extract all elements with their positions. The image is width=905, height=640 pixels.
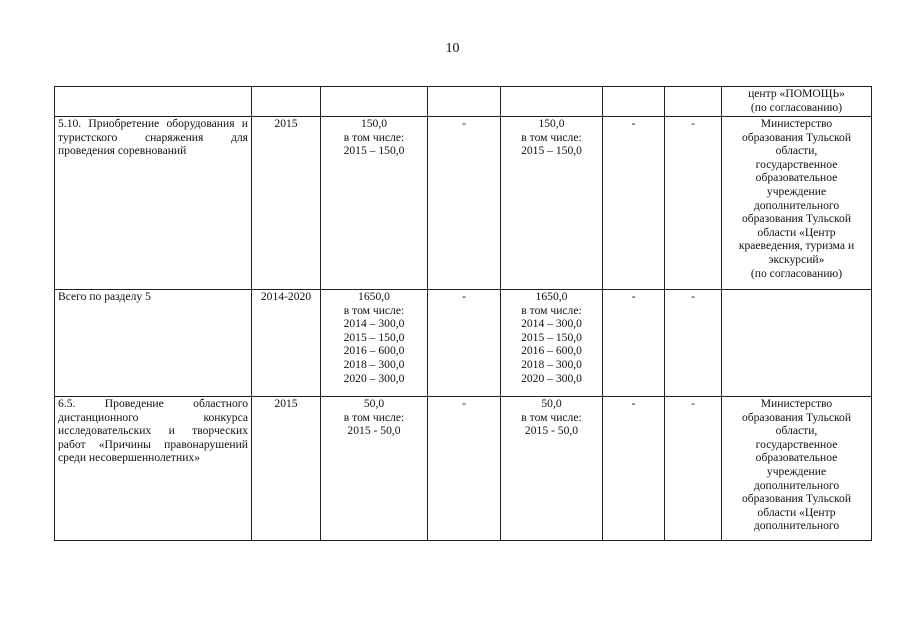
measure-name-cell [55,87,252,117]
executor-line: образования Тульской [741,130,852,144]
total-funding-line: 150,0 [360,117,388,130]
regional-funding-cell [501,290,603,397]
table-row [55,290,872,397]
executor-line: экскурсий» [768,252,825,266]
regional-funding-line: 2014 – 300,0 [521,317,582,331]
executor-line: образовательное [755,171,838,185]
regional-funding-line: 2016 – 600,0 [521,344,582,358]
federal-budget-cell [428,87,501,117]
executor-line: (по согласованию) [750,266,843,280]
regional-funding-cell [501,87,603,117]
total-funding-line: 2014 – 300,0 [343,317,405,331]
regional-funding-line: 2015 - 50,0 [524,424,579,438]
executor-cell [722,117,872,290]
regional-funding-line: в том числе: [521,130,582,144]
local-budget-cell: - [603,397,665,541]
total-funding-line: 2016 – 600,0 [343,344,405,358]
total-funding-line: 2020 – 300,0 [343,371,405,385]
total-funding-line: в том числе: [343,303,405,317]
executor-line: учреждение [766,184,827,198]
measure-name: 5.10. Приобретение оборудования и туристского снаряжения для проведения соревнований [58,117,248,158]
executor-line: дополнительного [753,478,840,492]
executor-line: области, [775,144,818,158]
executor-line: образовательное [755,451,838,465]
total-funding-cell [321,87,428,117]
federal-budget-cell: - [428,290,501,397]
extra-budget-cell [665,87,722,117]
executor-line: образования Тульской [741,410,852,424]
period-cell: 2015 [252,117,321,290]
executor-line: центр «ПОМОЩЬ» [748,87,845,100]
executor-line: учреждение [766,464,827,478]
table-row [55,87,872,117]
executor-cell [722,290,872,397]
regional-funding-line: в том числе: [521,410,582,424]
local-budget-cell [603,87,665,117]
regional-funding-line: 150,0 [538,117,565,130]
extra-budget-cell: - [665,290,722,397]
total-funding-line: 2015 – 150,0 [343,144,405,158]
executor-line: Министерство [760,397,833,410]
federal-budget-cell: - [428,397,501,541]
regional-funding-line: 2015 – 150,0 [521,144,582,158]
regional-funding-line: 1650,0 [535,290,568,303]
executor-line: области «Центр [757,225,836,239]
executor-cell [722,397,872,541]
total-funding-line: 50,0 [363,397,385,410]
period-cell [252,87,321,117]
executor-line: образования Тульской [741,212,852,226]
program-table [54,86,872,541]
total-funding-line: 1650,0 [358,290,390,303]
regional-funding-cell [501,397,603,541]
measure-name: Всего по разделу 5 [58,290,151,303]
extra-budget-cell: - [665,117,722,290]
executor-cell [722,87,872,117]
executor-line: Министерство [760,117,833,130]
total-funding-line: 2015 – 150,0 [343,330,405,344]
executor-line: дополнительного [753,519,840,533]
measure-name: 6.5. Проведение областного дистанционного конкурса исследовательских и творческих работ «Причины правонарушений среди несовершеннолетних» [58,397,248,465]
regional-funding-line: 2015 – 150,0 [521,330,582,344]
total-funding-line: 2018 – 300,0 [343,357,405,371]
total-funding-cell [321,117,428,290]
total-funding-line: в том числе: [343,130,405,144]
regional-funding-line: 2018 – 300,0 [521,357,582,371]
table-row [55,117,872,290]
executor-line: краеведения, туризма и [738,239,855,253]
table-row [55,397,872,541]
total-funding-line: 2015 - 50,0 [347,424,401,438]
regional-funding-cell [501,117,603,290]
local-budget-cell: - [603,117,665,290]
total-funding-cell [321,290,428,397]
measure-name-cell [55,290,252,397]
regional-funding-line: 50,0 [541,397,562,410]
regional-funding-line: 2020 – 300,0 [521,371,582,385]
executor-line: (по согласованию) [750,100,843,114]
period-cell: 2014-2020 [252,290,321,397]
measure-name-cell [55,397,252,541]
executor-line: государственное [755,157,838,171]
executor-line: области, [775,424,818,438]
federal-budget-cell: - [428,117,501,290]
total-funding-cell [321,397,428,541]
regional-funding-line: в том числе: [521,303,582,317]
executor-line: дополнительного [753,198,840,212]
total-funding-line: в том числе: [343,410,405,424]
measure-name-cell [55,117,252,290]
local-budget-cell: - [603,290,665,397]
executor-line: государственное [755,437,838,451]
period-cell: 2015 [252,397,321,541]
executor-line: области «Центр [757,505,836,519]
executor-line: образования Тульской [741,492,852,506]
extra-budget-cell: - [665,397,722,541]
page-number: 10 [445,41,460,56]
